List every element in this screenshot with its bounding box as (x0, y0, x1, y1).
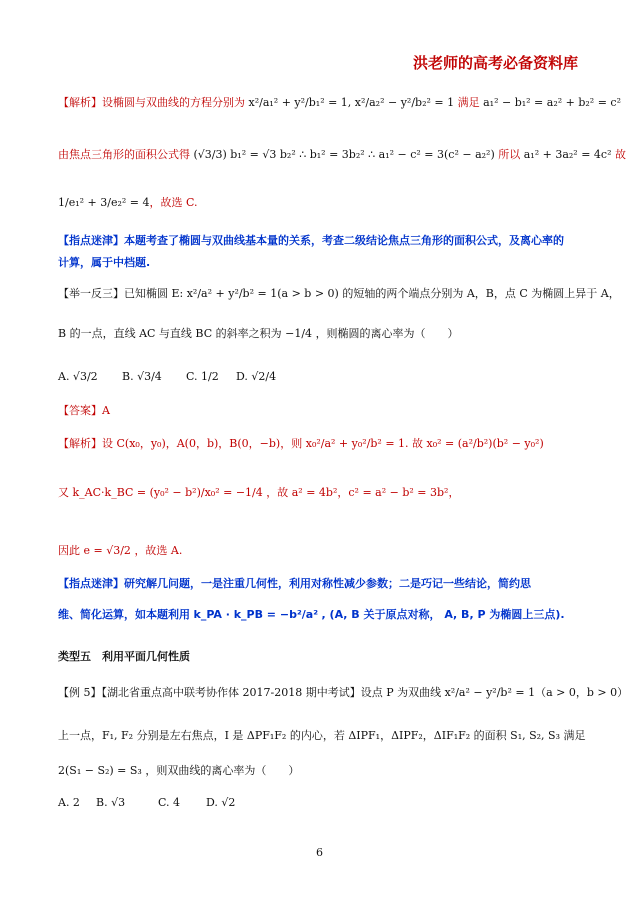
equation: a₁² + 3a₂² = 4c² (523, 148, 612, 161)
text: 满足 (457, 96, 480, 109)
option-a: A. √3/2 (58, 370, 98, 383)
equation: k_AC·k_BC = (y₀² − b²)/x₀² = −1/4 (72, 486, 263, 499)
answer-tag: 【答案】A (58, 404, 110, 417)
equation: 2(S₁ − S₂) = S₃ (58, 764, 142, 777)
analysis-tag: 【解析】 (58, 96, 102, 109)
equation: a₁² − b₁² = a₂² + b₂² = c² (483, 96, 621, 109)
page-number: 6 (316, 846, 323, 859)
example-option-b: B. √3 (96, 796, 126, 809)
text: 【例 5】【湖北省重点高中联考协作体 2017-2018 期中考试】设点 P 为双曲线 (58, 686, 442, 699)
solution-line-3 (58, 196, 198, 210)
tip2-line-1: 【指点迷津】研究解几问题，一是注重几何性，利用对称性减少参数；二是巧记一些结论，简约思 (58, 577, 531, 590)
equation: 1/e₁² + 3/e₂² = 4 (58, 196, 150, 209)
answer-line-3 (58, 544, 182, 558)
option-c: C. 1/2 (186, 370, 219, 383)
text: 的短轴的两个端点分别为 A，B，点 C 为椭圆上异于 A， (342, 287, 620, 300)
example-line-1 (58, 686, 628, 700)
text: ，故选 A. (134, 544, 183, 557)
text: ，则椭圆的离心率为（ ） (315, 327, 459, 340)
text: B 的一点，直线 AC 与直线 BC 的斜率之积为 (58, 327, 282, 340)
text: ，故选 C. (149, 196, 198, 209)
solution-line-1 (58, 96, 621, 110)
example-option-a: A. 2 (58, 796, 80, 809)
text: ，则双曲线的离心率为（ ） (145, 764, 300, 777)
header-title: 洪老师的高考必备资料库 (413, 54, 579, 72)
answer-line-2 (58, 486, 459, 500)
example-option-c: C. 4 (158, 796, 181, 809)
text: 因此 (58, 544, 80, 557)
tip2-line-2 (58, 608, 565, 622)
equation: e = √3/2 (83, 544, 131, 557)
text: , (A, B 关于原点对称， A, B, P 为椭圆上三点). (321, 608, 565, 621)
tip-line-2: 计算，属于中档题. (58, 256, 151, 269)
equation: k_PA · k_PB = −b²/a² (193, 608, 319, 621)
equation: x²/a₁² + y²/b₁² = 1, x²/a₂² − y²/b₂² = 1 (248, 96, 455, 109)
tip-line-1: 【指点迷津】本题考查了椭圆与双曲线基本量的关系，考查二级结论焦点三角形的面积公式，及离心率的 (58, 234, 564, 247)
example-option-d: D. √2 (206, 796, 236, 809)
question-line-2 (58, 327, 459, 341)
equation: x²/a² − y²/b² = 1（a > 0，b > 0） (444, 686, 629, 699)
solution-line-2 (58, 148, 626, 162)
equation: (√3/3) b₁² = √3 b₂² ∴ b₁² = 3b₂² ∴ a₁² − c² = 3(c² − a₂²) (193, 148, 495, 161)
text: 所以 (498, 148, 521, 161)
text: 又 (58, 486, 69, 499)
text: 设椭圆与双曲线的方程分别为 (102, 96, 245, 109)
question-line-1 (58, 287, 620, 301)
section-title: 类型五 利用平面几何性质 (58, 650, 190, 663)
text: 由焦点三角形的面积公式得 (58, 148, 190, 161)
text: 维、简化运算，如本题利用 (58, 608, 190, 621)
equation: x₀²/a² + y₀²/b² = 1. 故 x₀² = (a²/b²)(b² − y₀²) (305, 437, 544, 450)
text: ，故 a² = 4b²，c² = a² − b² = 3b²， (266, 486, 460, 499)
equation: −1/4 (285, 327, 313, 340)
option-d: D. √2/4 (236, 370, 277, 383)
text: 故 (615, 148, 626, 161)
option-b: B. √3/4 (122, 370, 162, 383)
text: 【解析】设 C(x₀，y₀)，A(0，b)，B(0，−b)，则 (58, 437, 303, 450)
answer-line-1 (58, 437, 544, 451)
example-line-3 (58, 764, 299, 778)
text: 【举一反三】已知椭圆 (58, 287, 168, 300)
example-line-2: 上一点，F₁, F₂ 分别是左右焦点，I 是 ΔPF₁F₂ 的内心，若 ΔIPF₁，ΔIPF₂，ΔIF₁F₂ 的面积 S₁, S₂, S₃ 满足 (58, 729, 586, 742)
equation: E: x²/a² + y²/b² = 1(a > b > 0) (171, 287, 339, 300)
